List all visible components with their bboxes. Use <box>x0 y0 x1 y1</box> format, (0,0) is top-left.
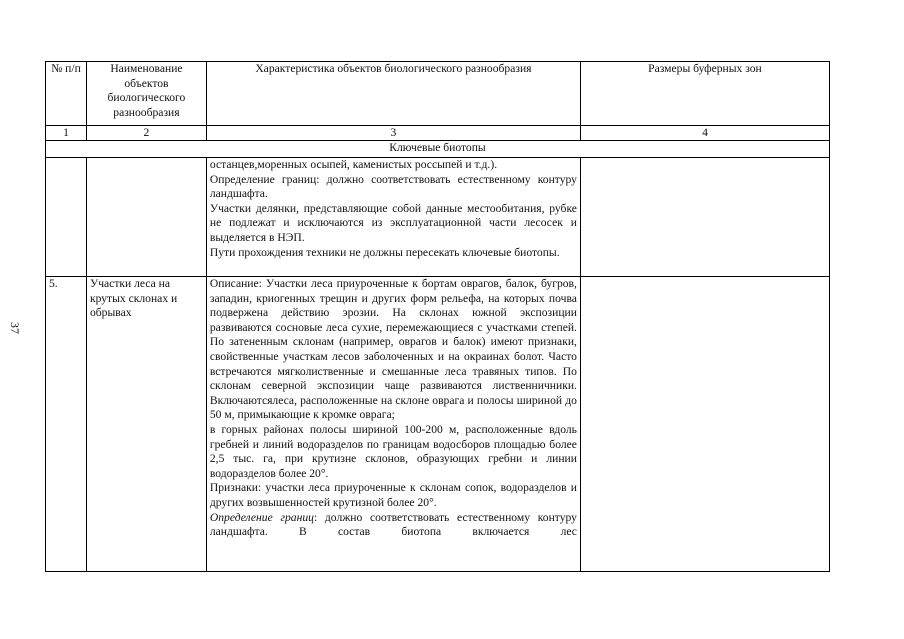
section-title: Ключевые биотопы <box>46 141 830 158</box>
page-number: 37 <box>8 322 22 334</box>
table-row <box>46 277 830 572</box>
boundaries-text: : должно соответствовать естественному контуру ландшафта. В состав биотопа включается лес <box>209 510 577 539</box>
paragraph: Пути прохождения техники не должны пересекать ключевые биотопы. <box>209 245 560 259</box>
number-cell <box>46 158 87 277</box>
column-number: 4 <box>580 126 829 141</box>
buffer-zone-cell <box>580 277 829 572</box>
column-number: 3 <box>206 126 580 141</box>
signs-paragraph: Признаки: участки леса приуроченные к склонам сопок, водоразделов и других возвышенностей крутизной более 20°. <box>209 481 577 509</box>
number-cell: 5. <box>46 277 87 572</box>
biodiversity-table <box>45 61 830 572</box>
characteristics-cell <box>206 277 580 572</box>
description-paragraph: Описание: Участки леса приуроченные к бортам оврагов, балок, бугров, западин, криогенных трещин и других форм рельефа, на которых почва подвержена действию эрозии. На склонах южной экспозиции развиваются сосновые леса сухие, перемежающиеся с участками степей. По затененным склонам (например, оврагов и балок) имеют признаки, свойственные участкам лесов заболоченных и на окраинах болот. Часто встречаются мягколиственные и смешанные леса травяных типов. По склонам северной экспозиции чаще развиваются лиственничники. Включаютсялеса, расположенные на склоне оврага и полосы шириной до 50 м, примыкающие к кромке оврага; <box>209 277 577 422</box>
buffer-zone-cell <box>580 158 829 277</box>
paragraph: Определение границ: должно соответствовать естественному контуру ландшафта. <box>209 172 577 201</box>
boundaries-paragraph <box>210 511 577 540</box>
header-row <box>46 62 830 126</box>
name-cell: Участки леса на крутых склонах и обрывах <box>86 277 206 572</box>
header-buffer-zones: Размеры буферных зон <box>580 62 829 126</box>
column-number-row <box>46 126 830 141</box>
boundaries-label: Определение границ <box>209 510 314 524</box>
header-characteristics: Характеристика объектов биологического разнообразия <box>206 62 580 126</box>
mountain-paragraph: в горных районах полосы шириной 100-200 м, расположенные вдоль гребней и линий водоразделов по границам водосборов площадью более 2,5 тыс. га, при крутизне склонов, образующих гребни и линии водоразделов более 20°. <box>209 422 577 480</box>
header-number: № п/п <box>46 62 87 126</box>
characteristics-cell <box>206 158 580 277</box>
paragraph: останцев,моренных осыпей, каменистых россыпей и т.д.). <box>209 158 498 171</box>
paragraph: Участки делянки, представляющие собой данные местообитания, рубке не подлежат и исключаются из эксплуатационной части лесосек и выделяется в НЭП. <box>209 201 577 244</box>
name-cell <box>86 158 206 277</box>
column-number: 1 <box>46 126 87 141</box>
section-row <box>46 141 830 158</box>
column-number: 2 <box>86 126 206 141</box>
table-row <box>46 158 830 277</box>
header-object-name: Наименование объектов биологического разнообразия <box>86 62 206 126</box>
